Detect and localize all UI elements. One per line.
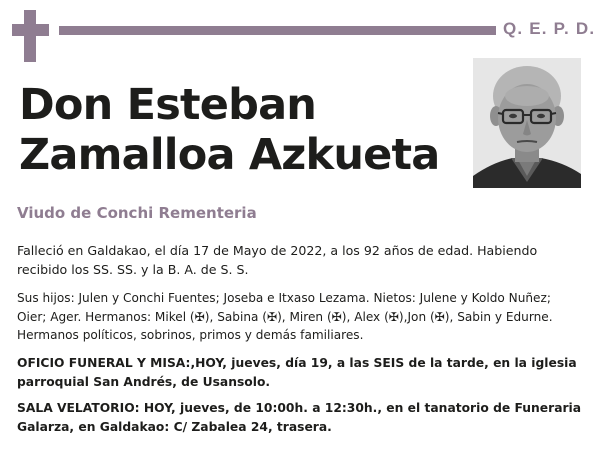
portrait-photo (473, 58, 581, 188)
funeral-info: OFICIO FUNERAL Y MISA:,HOY, jueves, día 19, a las SEIS de la tarde, en la iglesia parroquial San Andrés, de Usansolo. (17, 356, 577, 389)
qepd-label: Q. E. P. D. (503, 19, 596, 38)
header-divider-bar (59, 26, 496, 35)
portrait-illustration (473, 58, 581, 188)
cross-horizontal-bar (12, 24, 49, 36)
death-announcement: Falleció en Galdakao, el día 17 de Mayo de 2022, a los 92 años de edad. Habiendo recibido los SS. SS. y la B. A. de S. S. (17, 243, 538, 277)
cross-icon (12, 10, 49, 62)
cross-vertical-bar (24, 10, 36, 62)
family-list: Sus hijos: Julen y Conchi Fuentes; Joseba e Itxaso Lezama. Nietos: Julene y Koldo Nuñez; Oier; Ager. Hermanos: Mikel (✠), Sabina (✠), Miren (✠), Alex (✠),Jon (✠), Sabin y Edurne. Hermanos políticos, sobrinos, primos y demás familiares. (17, 291, 553, 342)
subtitle-widower: Viudo de Conchi Rementeria (17, 204, 257, 222)
wake-room-info: SALA VELATORIO: HOY, jueves, de 10:00h. a 12:30h., en el tanatorio de Funeraria Galarza, en Galdakao: C/ Zabalea 24, trasera. (17, 401, 582, 434)
name-line-2: Zamalloa Azkueta (19, 130, 440, 180)
name-line-1: Don Esteban (19, 80, 317, 130)
deceased-name (19, 80, 449, 180)
